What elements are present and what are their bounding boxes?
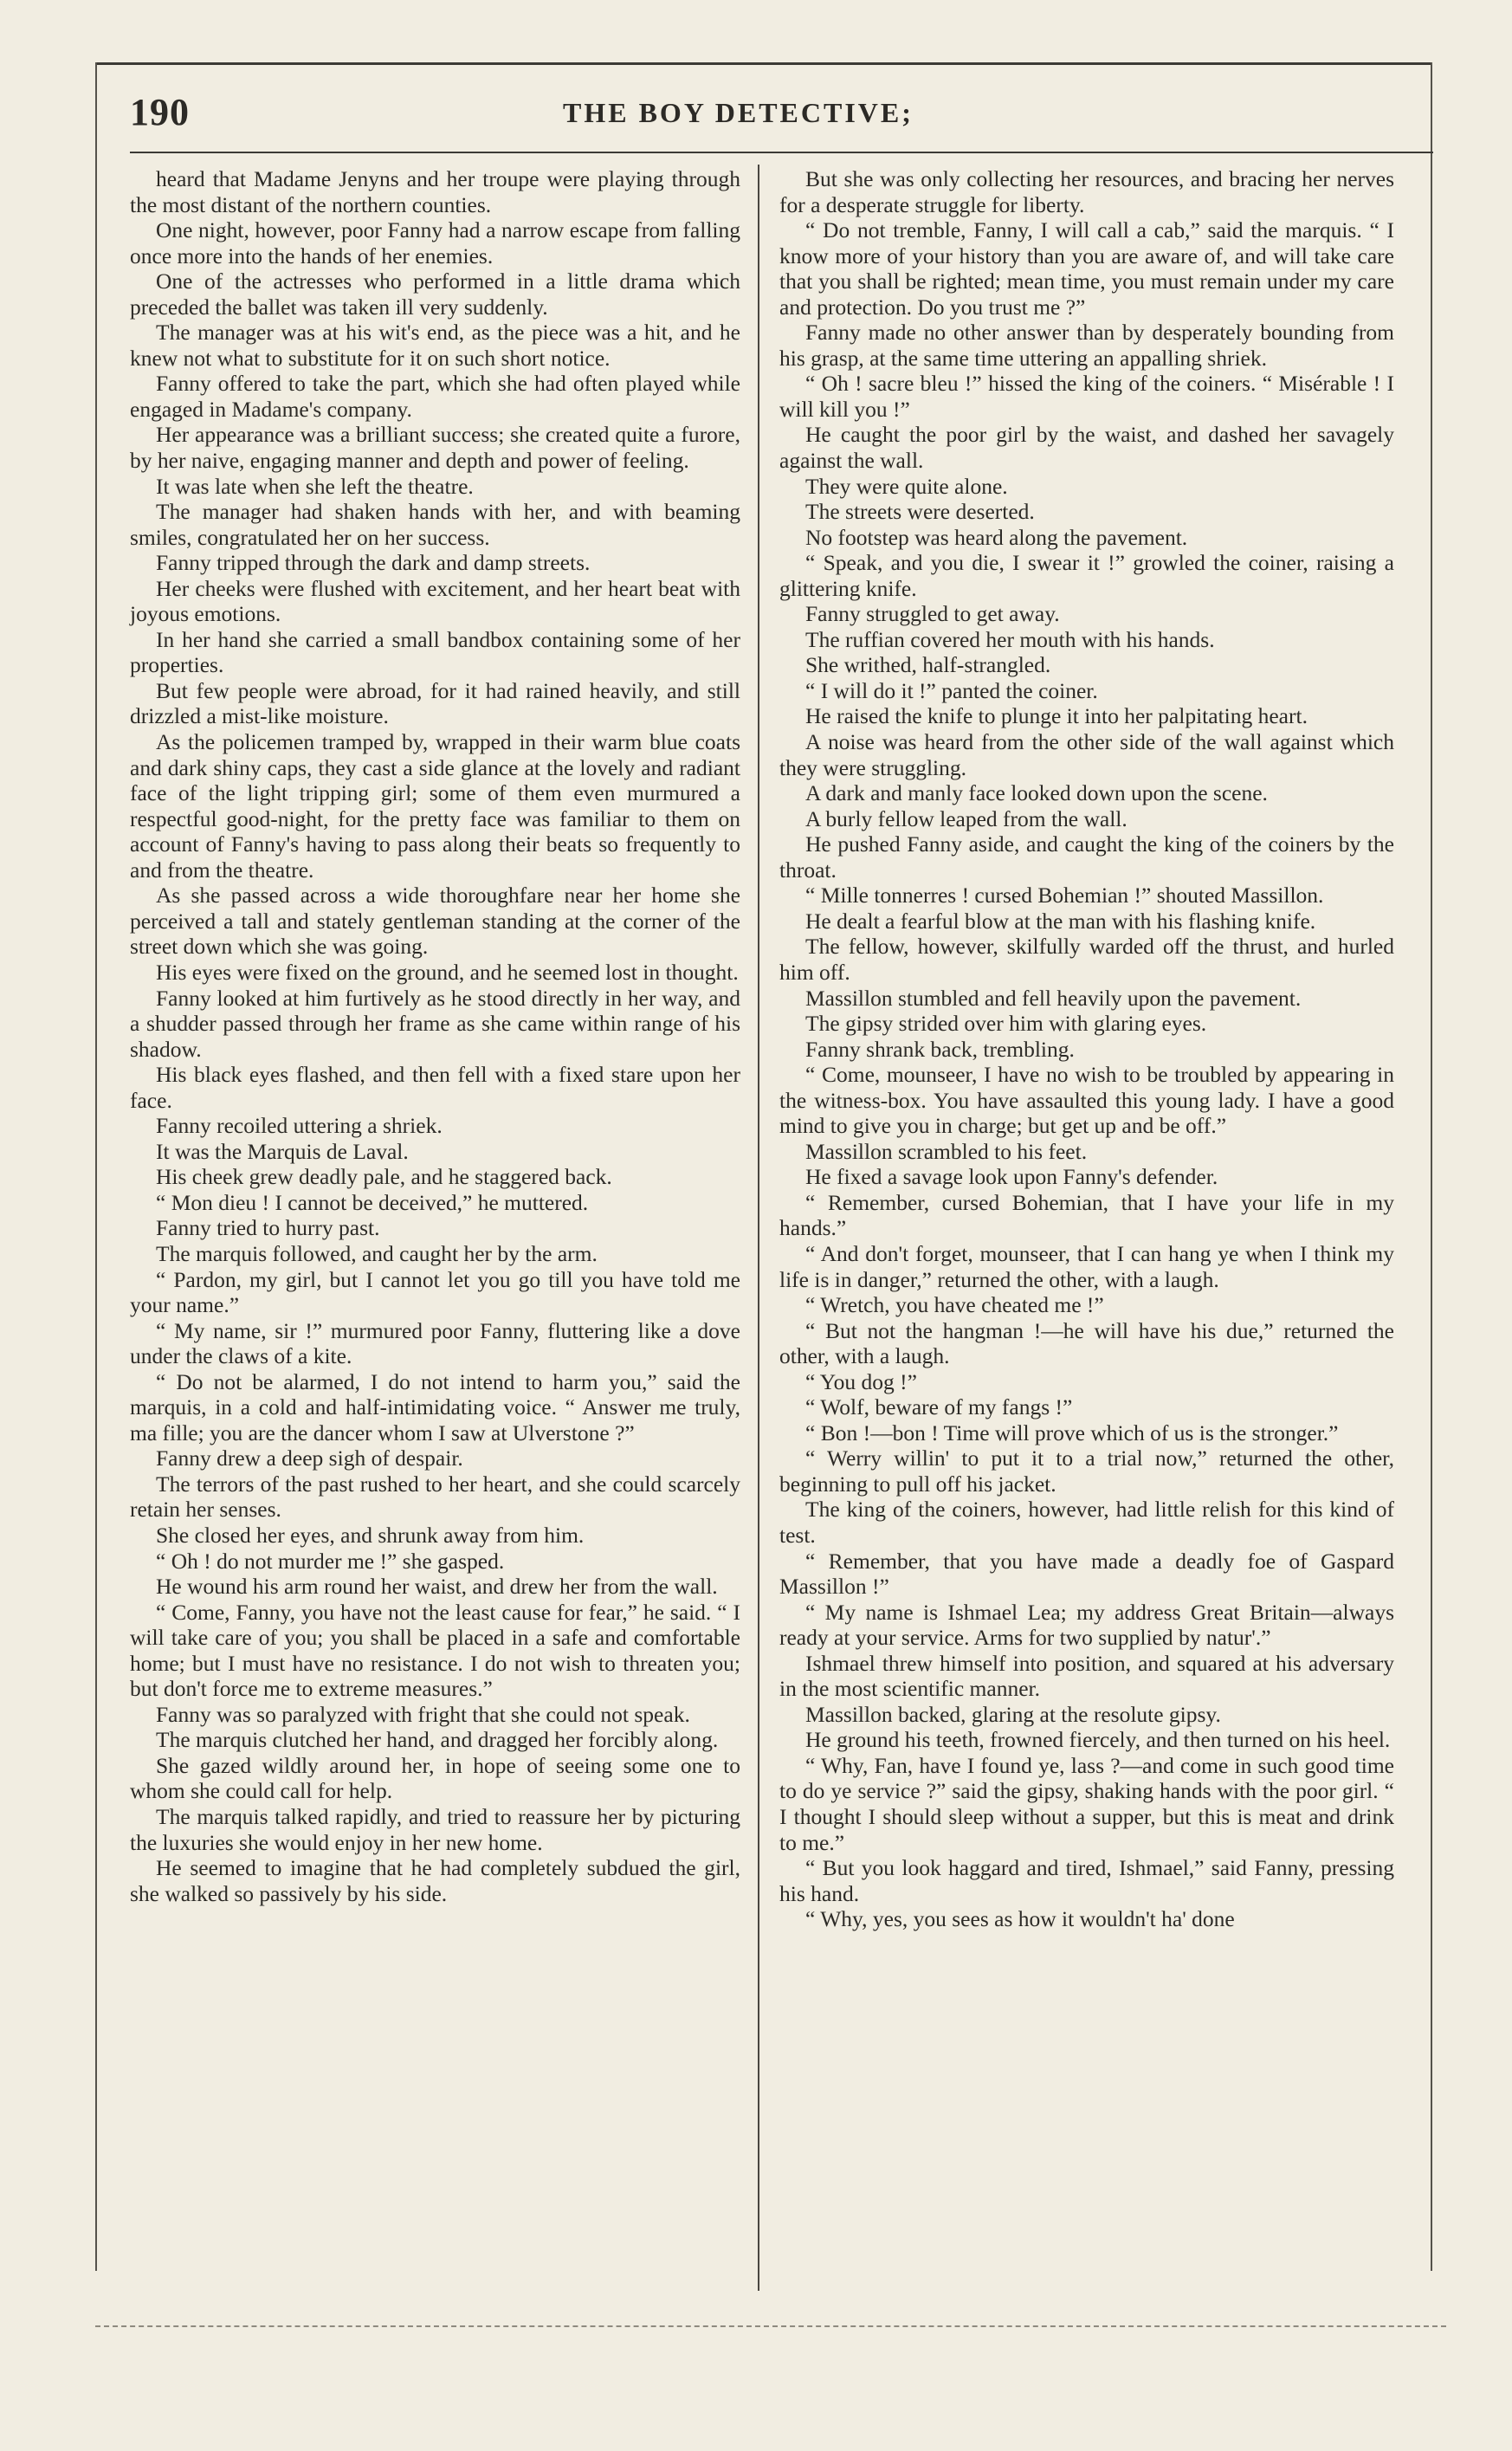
paragraph: As the policemen tramped by, wrapped in their warm blue coats and dark shiny caps, they cast a side glance at the lovely and radiant face of the light tripping girl; some of them even murmured a respectful good-night, for the pretty face was familiar to them on account of Fanny's having to pass along their beats so frequently to and from the theatre. bbox=[130, 729, 740, 883]
paragraph: A dark and manly face looked down upon the scene. bbox=[805, 780, 1268, 806]
paragraph: Fanny tripped through the dark and damp streets. bbox=[156, 550, 591, 576]
paragraph: A burly fellow leaped from the wall. bbox=[805, 805, 1128, 831]
paragraph: Fanny tried to hurry past. bbox=[156, 1215, 380, 1241]
paragraph: Fanny looked at him furtively as he stood directly in her way, and a shudder passed through her frame as she came within range of his shadow. bbox=[130, 985, 740, 1062]
paragraph: Fanny made no other answer than by desperately bounding from his grasp, at the same time uttering an appalling shriek. bbox=[779, 320, 1394, 371]
paragraph: “ My name, sir !” murmured poor Fanny, fluttering like a dove under the claws of a kite. bbox=[130, 1317, 740, 1369]
paragraph: The fellow, however, skilfully warded off the thrust, and hurled him off. bbox=[779, 934, 1394, 985]
paragraph: Fanny drew a deep sigh of despair. bbox=[156, 1445, 463, 1471]
paragraph: As she passed across a wide thoroughfare near her home she perceived a tall and stately gentleman standing at the corner of the street down which she was going. bbox=[130, 883, 740, 960]
paragraph: The streets were deserted. bbox=[805, 499, 1035, 525]
paragraph: “ Come, Fanny, you have not the least cause for fear,” he said. “ I will take care of you; you shall be placed in a safe and comfortable home; but I must have no resistance. I do not wish to threaten you; but don't force me to extreme measures.” bbox=[130, 1599, 740, 1702]
paragraph: The king of the coiners, however, had little relish for this kind of test. bbox=[779, 1497, 1394, 1548]
paragraph: “ Remember, that you have made a deadly foe of Gaspard Massillon !” bbox=[779, 1548, 1394, 1600]
paragraph: In her hand she carried a small bandbox containing some of her properties. bbox=[130, 626, 740, 678]
page-number: 190 bbox=[130, 91, 190, 133]
paragraph: His cheek grew deadly pale, and he staggered back. bbox=[156, 1164, 612, 1190]
paragraph: Massillon stumbled and fell heavily upon the pavement. bbox=[805, 985, 1302, 1011]
paragraph: No footstep was heard along the pavement. bbox=[805, 524, 1188, 550]
paragraph: “ Come, mounseer, I have no wish to be troubled by appearing in the witness-box. You have assaulted this young lady. I have a good mind to give you in charge; but get up and be off.” bbox=[779, 1062, 1394, 1139]
paragraph: “ Wolf, beware of my fangs !” bbox=[805, 1394, 1073, 1420]
paragraph: He raised the knife to plunge it into her palpitating heart. bbox=[805, 703, 1308, 729]
paragraph: Fanny shrank back, trembling. bbox=[805, 1036, 1075, 1062]
paragraph: A noise was heard from the other side of the wall against which they were struggling. bbox=[779, 729, 1394, 780]
paragraph: It was the Marquis de Laval. bbox=[156, 1138, 409, 1164]
paragraph: “ You dog !” bbox=[805, 1368, 917, 1394]
paragraph: She closed her eyes, and shrunk away from him. bbox=[156, 1522, 585, 1548]
paragraph: “ Bon !—bon ! Time will prove which of us is the stronger.” bbox=[805, 1420, 1339, 1445]
paragraph: One night, however, poor Fanny had a narrow escape from falling once more into the hands of her enemies. bbox=[130, 217, 740, 268]
paragraph: Massillon scrambled to his feet. bbox=[805, 1138, 1088, 1164]
paragraph: Fanny struggled to get away. bbox=[805, 601, 1060, 627]
paragraph: He dealt a fearful blow at the man with his flashing knife. bbox=[805, 908, 1316, 934]
paragraph: “ Do not be alarmed, I do not intend to harm you,” said the marquis, in a cold and half-intimidating voice. “ Answer me truly, ma fille; you are the dancer whom I saw at Ulverstone ?” bbox=[130, 1368, 740, 1445]
paragraph: “ But not the hangman !—he will have his due,” returned the other, with a laugh. bbox=[779, 1317, 1394, 1369]
paragraph: The manager was at his wit's end, as the piece was a hit, and he knew not what to substitute for it on such short notice. bbox=[130, 320, 740, 371]
paragraph: “ Oh ! sacre bleu !” hissed the king of the coiners. “ Misérable ! I will kill you !” bbox=[779, 371, 1394, 422]
paragraph: Her cheeks were flushed with excitement, and her heart beat with joyous emotions. bbox=[130, 575, 740, 627]
paragraph: “ Oh ! do not murder me !” she gasped. bbox=[156, 1548, 505, 1574]
right-column bbox=[779, 166, 1394, 1932]
paragraph: “ Wretch, you have cheated me !” bbox=[805, 1292, 1104, 1318]
bottom-rule bbox=[95, 2325, 1446, 2327]
paragraph: She writhed, half-strangled. bbox=[805, 652, 1051, 678]
paragraph: Massillon backed, glaring at the resolute gipsy. bbox=[805, 1701, 1221, 1727]
paragraph: “ My name is Ishmael Lea; my address Great Britain—always ready at your service. Arms for two supplied by natur'.” bbox=[779, 1599, 1394, 1651]
column-divider bbox=[758, 165, 759, 2291]
paragraph: She gazed wildly around her, in hope of seeing some one to whom she could call for help. bbox=[130, 1752, 740, 1804]
paragraph: Fanny was so paralyzed with fright that she could not speak. bbox=[156, 1701, 690, 1727]
paragraph: The marquis clutched her hand, and dragged her forcibly along. bbox=[156, 1727, 719, 1753]
paragraph: They were quite alone. bbox=[805, 473, 1008, 499]
paragraph: “ And don't forget, mounseer, that I can hang ye when I think my life is in danger,” returned the other, with a laugh. bbox=[779, 1240, 1394, 1292]
paragraph: “ Remember, cursed Bohemian, that I have your life in my hands.” bbox=[779, 1189, 1394, 1241]
paragraph: One of the actresses who performed in a little drama which preceded the ballet was taken ill very suddenly. bbox=[130, 268, 740, 320]
paragraph: The ruffian covered her mouth with his hands. bbox=[805, 626, 1215, 652]
paragraph: “ Mille tonnerres ! cursed Bohemian !” shouted Massillon. bbox=[805, 883, 1324, 909]
paragraph: But she was only collecting her resources, and bracing her nerves for a desperate struggle for liberty. bbox=[779, 166, 1394, 217]
paragraph: His black eyes flashed, and then fell with a fixed stare upon her face. bbox=[130, 1062, 740, 1113]
paragraph: Fanny recoiled uttering a shriek. bbox=[156, 1113, 443, 1139]
paragraph: “ Mon dieu ! I cannot be deceived,” he muttered. bbox=[156, 1189, 589, 1215]
paragraph: But few people were abroad, for it had rained heavily, and still drizzled a mist-like moisture. bbox=[130, 677, 740, 729]
paragraph: The marquis talked rapidly, and tried to reassure her by picturing the luxuries she would enjoy in her new home. bbox=[130, 1804, 740, 1855]
header-rule bbox=[130, 152, 1433, 153]
paragraph: “ Pardon, my girl, but I cannot let you go till you have told me your name.” bbox=[130, 1266, 740, 1318]
paragraph: “ But you look haggard and tired, Ishmael,” said Fanny, pressing his hand. bbox=[779, 1855, 1394, 1906]
paragraph: “ Speak, and you die, I swear it !” growled the coiner, raising a glittering knife. bbox=[779, 550, 1394, 601]
paragraph: His eyes were fixed on the ground, and he seemed lost in thought. bbox=[156, 959, 739, 985]
paragraph: The terrors of the past rushed to her heart, and she could scarcely retain her senses. bbox=[130, 1471, 740, 1523]
frame-left-rule bbox=[95, 62, 97, 2271]
paragraph: He fixed a savage look upon Fanny's defender. bbox=[805, 1164, 1218, 1190]
paragraph: heard that Madame Jenyns and her troupe were playing through the most distant of the northern counties. bbox=[130, 166, 740, 217]
paragraph: “ Do not tremble, Fanny, I will call a cab,” said the marquis. “ I know more of your history than you are aware of, and will take care that you shall be righted; mean time, you must remain under my care and protection. Do you trust me ?” bbox=[779, 217, 1394, 320]
paragraph: “ I will do it !” panted the coiner. bbox=[805, 677, 1098, 703]
paragraph: He pushed Fanny aside, and caught the king of the coiners by the throat. bbox=[779, 831, 1394, 883]
paragraph: Ishmael threw himself into position, and squared at his adversary in the most scientific manner. bbox=[779, 1650, 1394, 1702]
paragraph: It was late when she left the theatre. bbox=[156, 473, 474, 499]
frame-right-rule bbox=[1431, 62, 1432, 2271]
left-column bbox=[130, 166, 740, 1906]
paragraph: The marquis followed, and caught her by the arm. bbox=[156, 1240, 598, 1266]
running-title: THE BOY DETECTIVE; bbox=[563, 97, 914, 128]
paragraph: The gipsy strided over him with glaring eyes. bbox=[805, 1011, 1207, 1037]
paragraph: “ Why, Fan, have I found ye, lass ?—and come in such good time to do ye service ?” said the gipsy, shaking hands with the poor girl. “ I thought I should sleep without a supper, but this is meat and drink to me.” bbox=[779, 1752, 1394, 1855]
paragraph: “ Why, yes, you sees as how it wouldn't ha' done bbox=[805, 1906, 1235, 1932]
paragraph: He wound his arm round her waist, and drew her from the wall. bbox=[156, 1574, 718, 1600]
paragraph: The manager had shaken hands with her, and with beaming smiles, congratulated her on her success. bbox=[130, 499, 740, 550]
paragraph: Her appearance was a brilliant success; she created quite a furore, by her naive, engaging manner and depth and power of feeling. bbox=[130, 422, 740, 474]
paragraph: Fanny offered to take the part, which she had often played while engaged in Madame's company. bbox=[130, 371, 740, 422]
paragraph: He seemed to imagine that he had completely subdued the girl, she walked so passively by his side. bbox=[130, 1855, 740, 1906]
frame-top-rule bbox=[95, 62, 1431, 65]
paragraph: He ground his teeth, frowned fiercely, and then turned on his heel. bbox=[805, 1727, 1391, 1753]
paragraph: He caught the poor girl by the waist, and dashed her savagely against the wall. bbox=[779, 422, 1394, 474]
paragraph: “ Werry willin' to put it to a trial now,” returned the other, beginning to pull off his jacket. bbox=[779, 1445, 1394, 1497]
